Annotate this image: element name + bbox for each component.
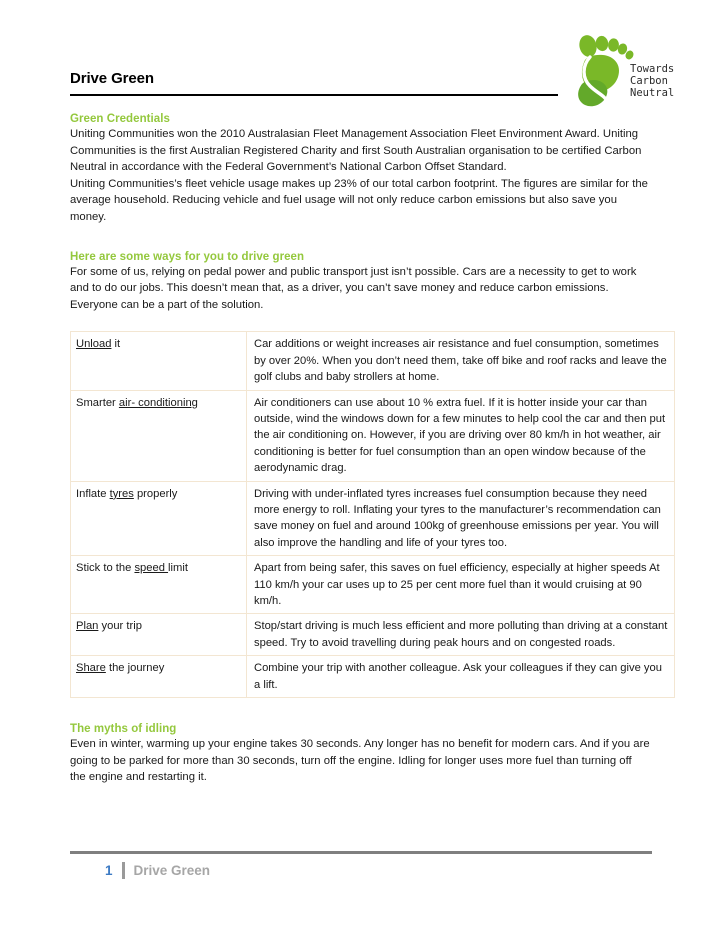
table-row: [71, 656, 675, 698]
logo-line-3: Neutral: [630, 87, 675, 99]
section-heading-myths-of-idling: The myths of idling: [70, 723, 177, 736]
tip-description-cell: Apart from being safer, this saves on fuel efficiency, especially at higher speeds At 110 km/h your car uses up to 25 per cent more fuel than it would cruising at 90 km/h.: [247, 556, 675, 614]
footer-title: Drive Green: [133, 862, 211, 878]
tip-name-cell: [71, 556, 247, 614]
tip-suffix: limit: [168, 562, 188, 575]
tip-name-cell: [71, 614, 247, 656]
footer-separator: [122, 862, 125, 879]
tip-suffix: your trip: [98, 620, 142, 633]
tip-name-cell: [71, 481, 247, 556]
tip-suffix: the journey: [105, 662, 165, 675]
tip-keyword: Plan: [76, 620, 99, 633]
tip-name-cell: [71, 390, 247, 481]
section-paragraph: Uniting Communities’s fleet vehicle usage makes up 23% of our total carbon footprint. The figures are similar for the average household. Reducing vehicle and fuel usage will not only reduce carbon emissions but also save you money.: [70, 177, 648, 223]
tip-keyword: Share: [76, 662, 106, 675]
page-title: Drive Green: [70, 70, 154, 87]
tip-keyword: Unload: [76, 338, 112, 351]
table-row: [71, 390, 675, 481]
tip-name-cell: [71, 332, 247, 390]
page-footer: [70, 857, 652, 883]
tip-name-cell: [71, 656, 247, 698]
section-heading-ways-to-drive-green: Here are some ways for you to drive green: [70, 250, 305, 263]
footer-page-number: 1: [105, 862, 113, 878]
tips-table: [70, 331, 675, 698]
table-row: [71, 481, 675, 556]
tip-prefix: Stick to the: [76, 562, 135, 575]
section-paragraph: Even in winter, warming up your engine takes 30 seconds. Any longer has no benefit for modern cars. And if you are going to be parked for more than 30 seconds, turn off the engine. Idling for longer uses more fuel than turning off the engine and restarting it.: [70, 738, 650, 784]
table-row: [71, 614, 675, 656]
tip-keyword: tyres: [109, 487, 134, 500]
tip-prefix: Smarter: [76, 396, 119, 409]
section-heading-green-credentials: Green Credentials: [70, 113, 170, 125]
towards-carbon-neutral-logo: [568, 28, 680, 108]
table-row: [71, 556, 675, 614]
tip-suffix: it: [111, 338, 121, 351]
tip-keyword: air- conditioning: [118, 396, 198, 409]
tip-keyword: speed: [134, 562, 169, 575]
logo-line-1: Towards: [630, 63, 675, 75]
section-paragraph: For some of us, relying on pedal power and public transport just isn’t possible. Cars are a necessity to get to work and to do our jobs. This doesn’t mean that, as a driver, you can’t save money and reduce carbon emissions. Everyone can be a part of the solution.: [70, 265, 637, 311]
tip-description-cell: Stop/start driving is much less efficient and more polluting than driving at a constant speed. Try to avoid travelling during peak hours and on congested roads.: [247, 614, 675, 656]
table-row: [71, 332, 675, 390]
tips-table-body: [71, 332, 675, 698]
tip-description-cell: Driving with under-inflated tyres increases fuel consumption because they need more energy to roll. Inflating your tyres to the manufacturer’s recommendation can save money on fuel and around 100kg of greenhouse emissions per year. You will also improve the handling and life of your tyres too.: [247, 481, 675, 556]
section-paragraph: Uniting Communities won the 2010 Australasian Fleet Management Association Fleet Environment Award. Uniting Communities is the first Australian Registered Charity and first South Australian organisation to be certified Carbon Neutral in accordance with the Federal Government’s National Carbon Offset Standard.: [70, 128, 642, 174]
tip-prefix: Inflate: [76, 487, 110, 500]
tip-description-cell: Air conditioners can use about 10 % extra fuel. If it is hotter inside your car than outside, wind the windows down for a few minutes to help cool the car and then put the air conditioning on. However, if you are driving over 80 km/h in hot weather, air conditioning is better for fuel consumption than an open window because of the aerodynamic drag.: [247, 390, 675, 481]
logo-line-2: Carbon: [630, 75, 668, 87]
tip-suffix: properly: [133, 487, 178, 500]
footer-divider: [70, 851, 652, 854]
tip-description-cell: Combine your trip with another colleague. Ask your colleagues if they can give you a lift.: [247, 656, 675, 698]
document-content: [70, 113, 668, 786]
title-divider: [70, 94, 558, 96]
tip-description-cell: Car additions or weight increases air resistance and fuel consumption, sometimes by over 20%. When you don’t need them, take off bike and roof racks and leave the golf clubs and baby strollers at home.: [247, 332, 675, 390]
